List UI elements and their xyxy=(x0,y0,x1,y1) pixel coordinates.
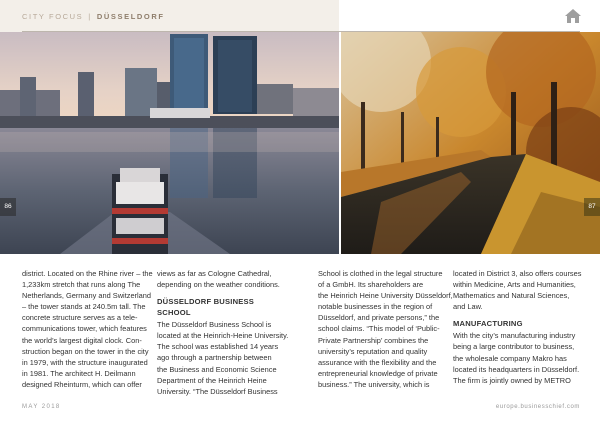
column-heading: MANUFACTURING xyxy=(453,319,523,329)
body-paragraph xyxy=(318,268,453,390)
text-line: business.” The university, which is xyxy=(318,379,430,389)
text-line: university’s reputation and quality xyxy=(318,346,428,356)
text-column-1 xyxy=(22,268,153,390)
photo-skyline-river xyxy=(0,32,339,254)
text-line: assurance with the flexibility and the xyxy=(318,357,437,367)
text-line: within Medicine, Arts and Humanities, xyxy=(453,280,576,290)
text-line: located in District 3, also offers courses xyxy=(453,269,582,278)
text-line: notable businesses in the region of xyxy=(318,302,433,312)
text-line: the world’s largest digital clock. Con- xyxy=(22,335,142,345)
text-line: The firm is jointly owned by METRO xyxy=(453,375,571,385)
text-line: and Law. xyxy=(453,302,483,312)
text-line: – the tower stands at 240.5m tall. The xyxy=(22,302,146,312)
text-line: located its headquarters in Düsseldorf. xyxy=(453,364,580,374)
text-line: being a large contributor to business, xyxy=(453,342,575,352)
text-line: the Heinrich Heine University Düsseldorf, xyxy=(318,291,453,301)
page-number-right: 87 xyxy=(584,198,600,216)
body-paragraph xyxy=(157,268,285,290)
text-line: views as far as Cologne Cathedral, xyxy=(157,269,272,278)
text-line: Private Partnership’ combines the xyxy=(318,335,429,345)
body-paragraph xyxy=(22,268,153,390)
text-line: located at the Heinrich-Heine University. xyxy=(157,331,289,341)
text-line: school claims. “This model of ‘Public- xyxy=(318,324,440,334)
city-label: DÜSSELDORF xyxy=(96,12,165,21)
text-line: struction began on the tower in the city xyxy=(22,346,149,356)
text-line: Mathematics and Natural Sciences, xyxy=(453,291,570,301)
body-paragraph xyxy=(453,330,581,385)
text-line: With the city’s manufacturing industry xyxy=(453,331,576,341)
text-line: of a GmbH. Its shareholders are xyxy=(318,280,424,290)
section-kicker xyxy=(22,12,165,21)
home-icon[interactable] xyxy=(564,8,582,24)
text-line: Düsseldorf, and private persons,” the xyxy=(318,313,440,323)
text-column-2 xyxy=(157,268,289,397)
text-line: communications tower, which features xyxy=(22,324,147,334)
text-line: depending on the weather conditions. xyxy=(157,280,280,290)
section-label: CITY FOCUS xyxy=(22,12,84,21)
photo-autumn-canal xyxy=(341,32,600,254)
text-line: the Business and Economic Science xyxy=(157,364,277,374)
text-column-4 xyxy=(453,268,581,386)
text-line: entrepreneurial knowledge of private xyxy=(318,368,438,378)
text-line: 1,233km stretch that runs along The xyxy=(22,280,141,290)
text-line: The school was established 14 years xyxy=(157,342,279,352)
body-paragraph xyxy=(157,319,289,397)
page-number-left: 86 xyxy=(0,198,16,216)
footer-url[interactable]: europe.businesschief.com xyxy=(495,404,580,410)
text-column-3 xyxy=(318,268,453,390)
text-line: concrete structure serves as a tele- xyxy=(22,313,138,323)
text-line: in 1981. The architect H. Deilmann xyxy=(22,368,136,378)
body-paragraph xyxy=(453,268,581,312)
text-line: University. “The Düsseldorf Business xyxy=(157,386,278,396)
kicker-separator: | xyxy=(88,12,92,21)
text-line: the wholesale company Makro has xyxy=(453,353,567,363)
text-line: Department of the Heinrich Heine xyxy=(157,375,267,385)
text-line: in 1979, with the structure inaugurated xyxy=(22,357,148,367)
text-line: district. Located on the Rhine river – the xyxy=(22,269,153,278)
text-line: Netherlands, Germany and Switzerland xyxy=(22,291,151,301)
column-heading: DÜSSELDORF BUSINESS SCHOOL xyxy=(157,297,255,318)
text-line: ago through a partnership between xyxy=(157,353,272,363)
text-line: The Düsseldorf Business School is xyxy=(157,320,272,330)
footer-date: MAY 2018 xyxy=(22,404,61,410)
text-line: designed Rheinturm, which can offer xyxy=(22,379,142,389)
text-line: School is clothed in the legal structure xyxy=(318,269,443,278)
